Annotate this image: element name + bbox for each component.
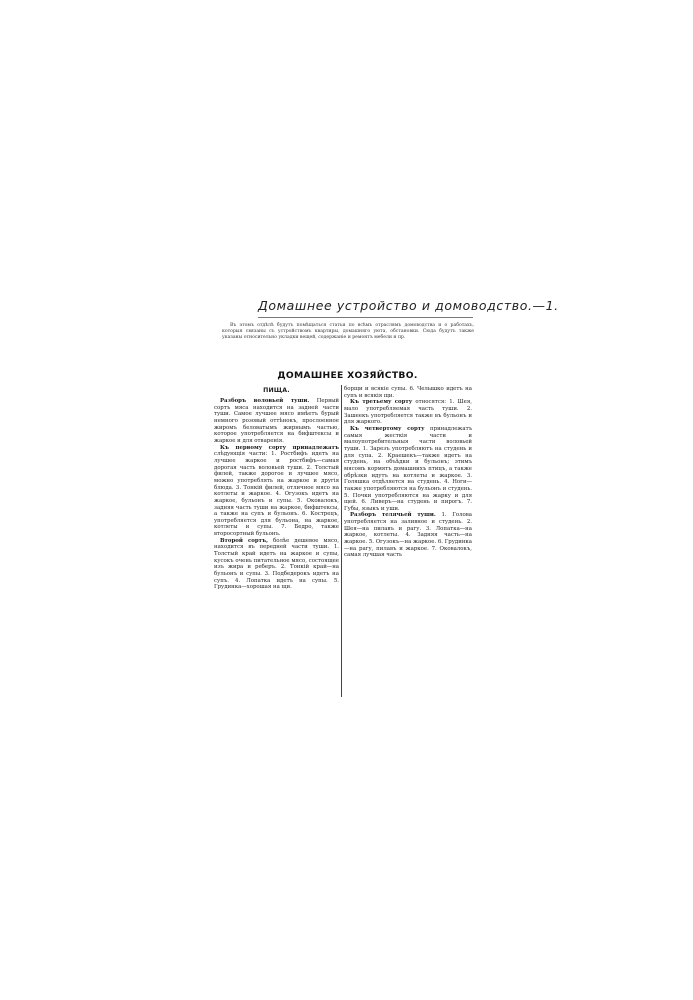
paragraph-lead: Къ третьему сорту — [350, 399, 413, 406]
paragraph — [344, 399, 472, 426]
paragraph — [344, 386, 472, 399]
section-title: ДОМАШНЕЕ ХОЗЯЙСТВО. — [277, 370, 418, 381]
page-header-title: Домашнее устройство и домоводство.—1. — [258, 298, 559, 313]
paragraph-text: Первый сортъ мяса находится на задней части туши. Самое лучшее мясо имѣетъ бурый немного розовый оттѣнокъ, прослоенное жиромъ беловатымъ жирнымъ частью, которое употребляется на бифштексы и жаркое и для отваренія. — [214, 398, 339, 444]
paragraph-lead: Къ четвертому сорту — [350, 425, 425, 432]
paragraph-text: болѣе дешевое мясо, находится въ передней части туши. 1. Толстый край идетъ на жаркое и супы, кусокъ очень питательное мясо, состоящее изъ жира и реберъ. 2. Тонкій край—на бульонъ и супы. 3. Подбедерокъ идетъ на супъ. 4. Лопатка идетъ на супы. 5. Грудинка—хорошая на щи. — [214, 537, 339, 591]
paragraph-lead: Къ первому сорту принадлежатъ — [220, 444, 339, 451]
paragraph-text: принадлежатъ самыя жесткія части и малоупотребительныя части воловьей туши. 1. Зарезъ употребляютъ на студень и для супа. 2. Краешекъ—также идетъ на студень, на объѣдки и бульонъ; этимъ мясомъ кормятъ домашнихъ птицъ, а также обрѣзки идутъ на котлеты и жаркое. 3. Голяшка отдѣляется на студень. 4. Ноги—также употребляются на бульонъ и студень. 5. Почки употребляются на жарку и для щей. 6. Ливеръ—на студень и пирогъ. 7. Губы, языкъ и уши. — [344, 425, 472, 512]
paragraph-text: борщи и всякіе супы. 6. Челышко идетъ на супъ и всякія щи. — [344, 386, 472, 399]
paragraph — [344, 512, 472, 559]
paragraph — [214, 538, 339, 591]
paragraph-lead: Разборъ телячьей туши. — [350, 512, 436, 519]
column-divider — [341, 385, 342, 697]
paragraph-text: слѣдующія части: 1. Ростбифъ идетъ на лучшее жаркое и ростбифъ—самая дорогая часть воловьей туши. 2. Толстый филей, также дорогое и лучшее мясо, можно употреблять на жаркое и другія блюда. 3. Тонкій филей, отличное мясо на котлеты и жаркое. 4. Огузокъ идетъ на жаркое, бульонъ и супы. 5. Оковалокъ, задняя часть туши на жаркое, бифштексы, а также на супъ и бульонъ. 6. Кострецъ, употребляется для бульона, на жаркое, котлеты и супы. 7. Бедро, также второсортный бульонъ. — [214, 451, 339, 538]
paragraph — [344, 426, 472, 513]
header-divider — [258, 317, 473, 318]
paragraph — [214, 398, 339, 445]
right-column — [344, 386, 472, 559]
left-column — [214, 386, 339, 591]
column-heading: ПИЩА. — [263, 387, 290, 394]
paragraph — [214, 445, 339, 538]
intro-paragraph: Въ этомъ отдѣлѣ будутъ помѣщаться статьи по всѣмъ отраслямъ домоводства и о работахъ, которыя связаны съ устройствомъ квартиры, домашняго уюта, обстановки. Сюда будутъ также указаны относительно укладки вещей, содержаніе и ремонтъ мебели и пр. — [222, 323, 474, 340]
paragraph-text: 1. Голова употребляется на заливное и студень. 2. Шея—на пилавъ и рагу. 3. Лопатка—на жаркое, котлеты. 4. Задняя часть—на жаркое. 5. Огузокъ—на жаркое. 6. Грудинка—на рагу, пилавъ и жаркое. 7. Оковалокъ, самая лучшая часть — [344, 512, 473, 559]
paragraph-lead: Второй сортъ, — [220, 537, 268, 544]
paragraph-text: относятся: 1. Шея, мало употребляемая часть туши. 2. Зашеекъ употребляется также въ бульонъ и для жаркого. — [344, 399, 472, 426]
paragraph-lead: Разборъ воловьей туши. — [220, 398, 310, 404]
